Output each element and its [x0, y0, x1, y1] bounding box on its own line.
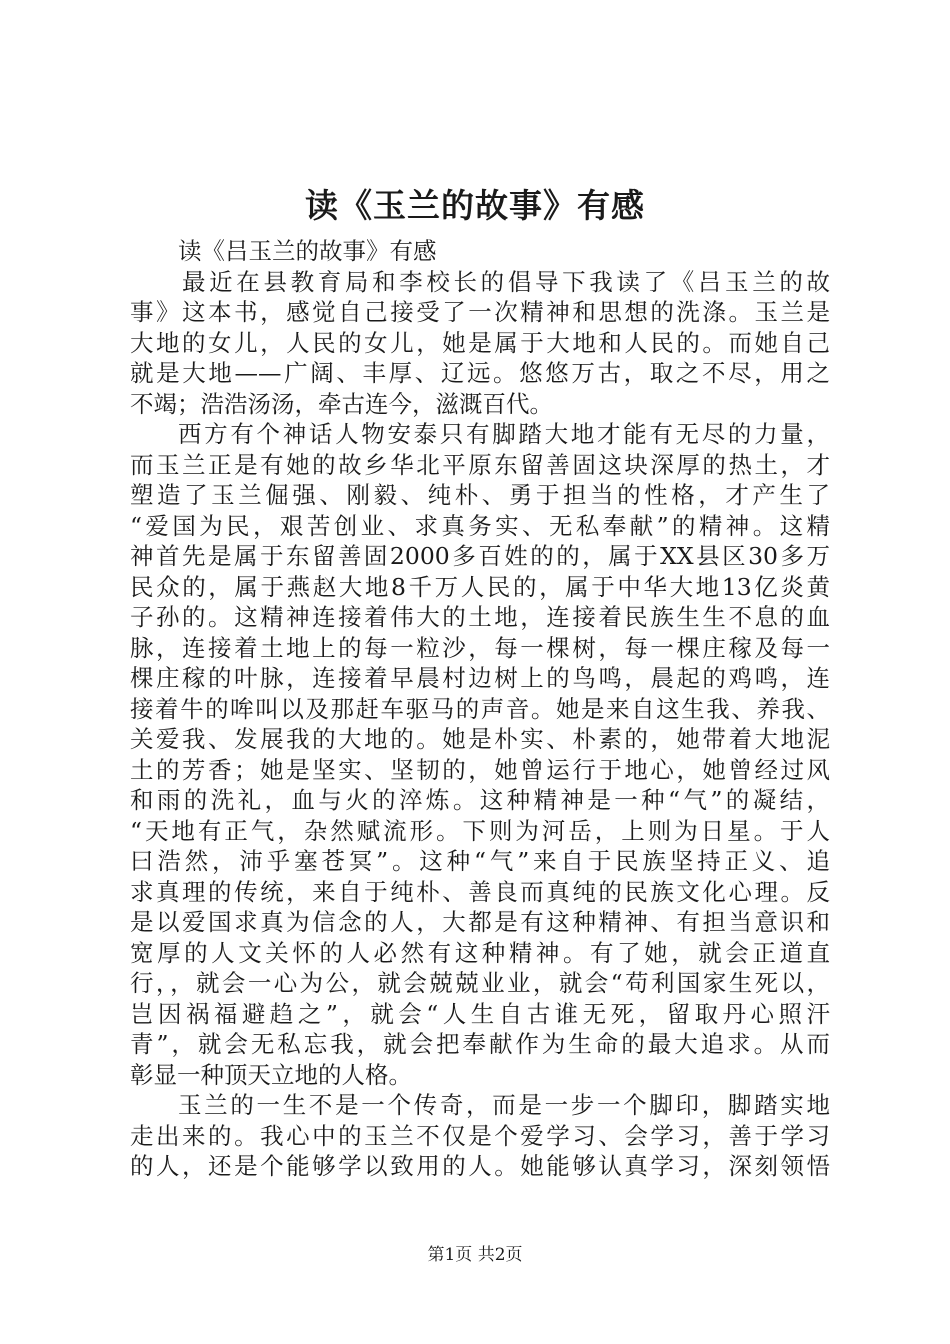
text-line: 和雨的洗礼，血与火的淬炼。这种精神是一种“气”的凝结，	[130, 786, 830, 814]
text-line: 宽厚的人文关怀的人必然有这种精神。有了她，就会正道直	[130, 938, 830, 967]
paragraph-3	[130, 1090, 830, 1182]
text-line: 子孙的。这精神连接着伟大的土地，连接着民族生生不息的血	[130, 603, 830, 631]
text-line: “天地有正气，杂然赋流形。下则为河岳，上则为日星。于人	[130, 816, 830, 845]
text-line: 西方有个神话人物安泰只有脚踏大地才能有无尽的力量，	[178, 420, 830, 448]
text-line: 求真理的传统，来自于纯朴、善良而真纯的民族文化心理。反	[130, 877, 830, 906]
document-subtitle: 读《吕玉兰的故事》有感	[178, 237, 437, 265]
text-line: 不竭；浩浩汤汤，牵古连今，滋溉百代。	[130, 389, 553, 418]
text-line: 是以爱国求真为信念的人，大都是有这种精神、有担当意识和	[130, 908, 830, 936]
text-line: 青”，就会无私忘我，就会把奉献作为生命的最大追求。从而	[130, 1030, 830, 1058]
text-line: 大地的女儿，人民的女儿，她是属于大地和人民的。而她自己	[130, 328, 830, 357]
text-line: 彰显一种顶天立地的人格。	[130, 1060, 412, 1089]
text-line: 事》这本书，感觉自己接受了一次精神和思想的洗涤。玉兰是	[130, 298, 830, 326]
text-line: 的人，还是个能够学以致用的人。她能够认真学习，深刻领悟	[130, 1152, 830, 1180]
text-line: 曰浩然，沛乎塞苍冥”。这种“气”来自于民族坚持正义、追	[130, 847, 830, 875]
text-line: 行，，就会一心为公，就会兢兢业业，就会“苟利国家生死以，	[130, 969, 830, 997]
text-line: 土的芳香；她是坚实、坚韧的，她曾运行于地心，她曾经过风	[130, 755, 830, 784]
page-title: 读《玉兰的故事》有感	[305, 186, 645, 225]
text-line: 塑造了玉兰倔强、刚毅、纯朴、勇于担当的性格，才产生了	[130, 481, 830, 509]
text-line: 玉兰的一生不是一个传奇，而是一步一个脚印，脚踏实地	[178, 1091, 830, 1119]
paragraph-2	[130, 419, 830, 1090]
text-line: 走出来的。我心中的玉兰不仅是个爱学习、会学习，善于学习	[130, 1121, 830, 1150]
text-line: 民众的，属于燕赵大地8千万人民的，属于中华大地13亿炎黄	[130, 572, 830, 601]
text-line: 关爱我、发展我的大地的。她是朴实、朴素的，她带着大地泥	[130, 725, 830, 753]
text-line: “爱国为民，艰苦创业、求真务实、无私奉献”的精神。这精	[130, 511, 830, 540]
text-line: 就是大地——广阔、丰厚、辽远。悠悠万古，取之不尽，用之	[130, 359, 830, 387]
paragraph-1	[130, 267, 830, 420]
document-body	[130, 236, 830, 1182]
text-line: 神首先是属于东留善固2000多百姓的的，属于XX县区30多万	[130, 542, 830, 570]
text-line: 最近在县教育局和李校长的倡导下我读了《吕玉兰的故	[182, 267, 830, 296]
page-number: 第1页 共2页	[427, 1245, 523, 1265]
text-line: 岂因祸福避趋之”，就会“人生自古谁无死，留取丹心照汗	[130, 999, 830, 1028]
text-line: 而玉兰正是有她的故乡华北平原东留善固这块深厚的热土，才	[130, 450, 830, 479]
text-line: 接着牛的哞叫以及那赶车驱马的声音。她是来自这生我、养我、	[130, 694, 830, 723]
text-line: 棵庄稼的叶脉，连接着早晨村边树上的鸟鸣，晨起的鸡鸣，连	[130, 664, 830, 692]
text-line: 脉，连接着土地上的每一粒沙，每一棵树，每一棵庄稼及每一	[130, 633, 830, 662]
